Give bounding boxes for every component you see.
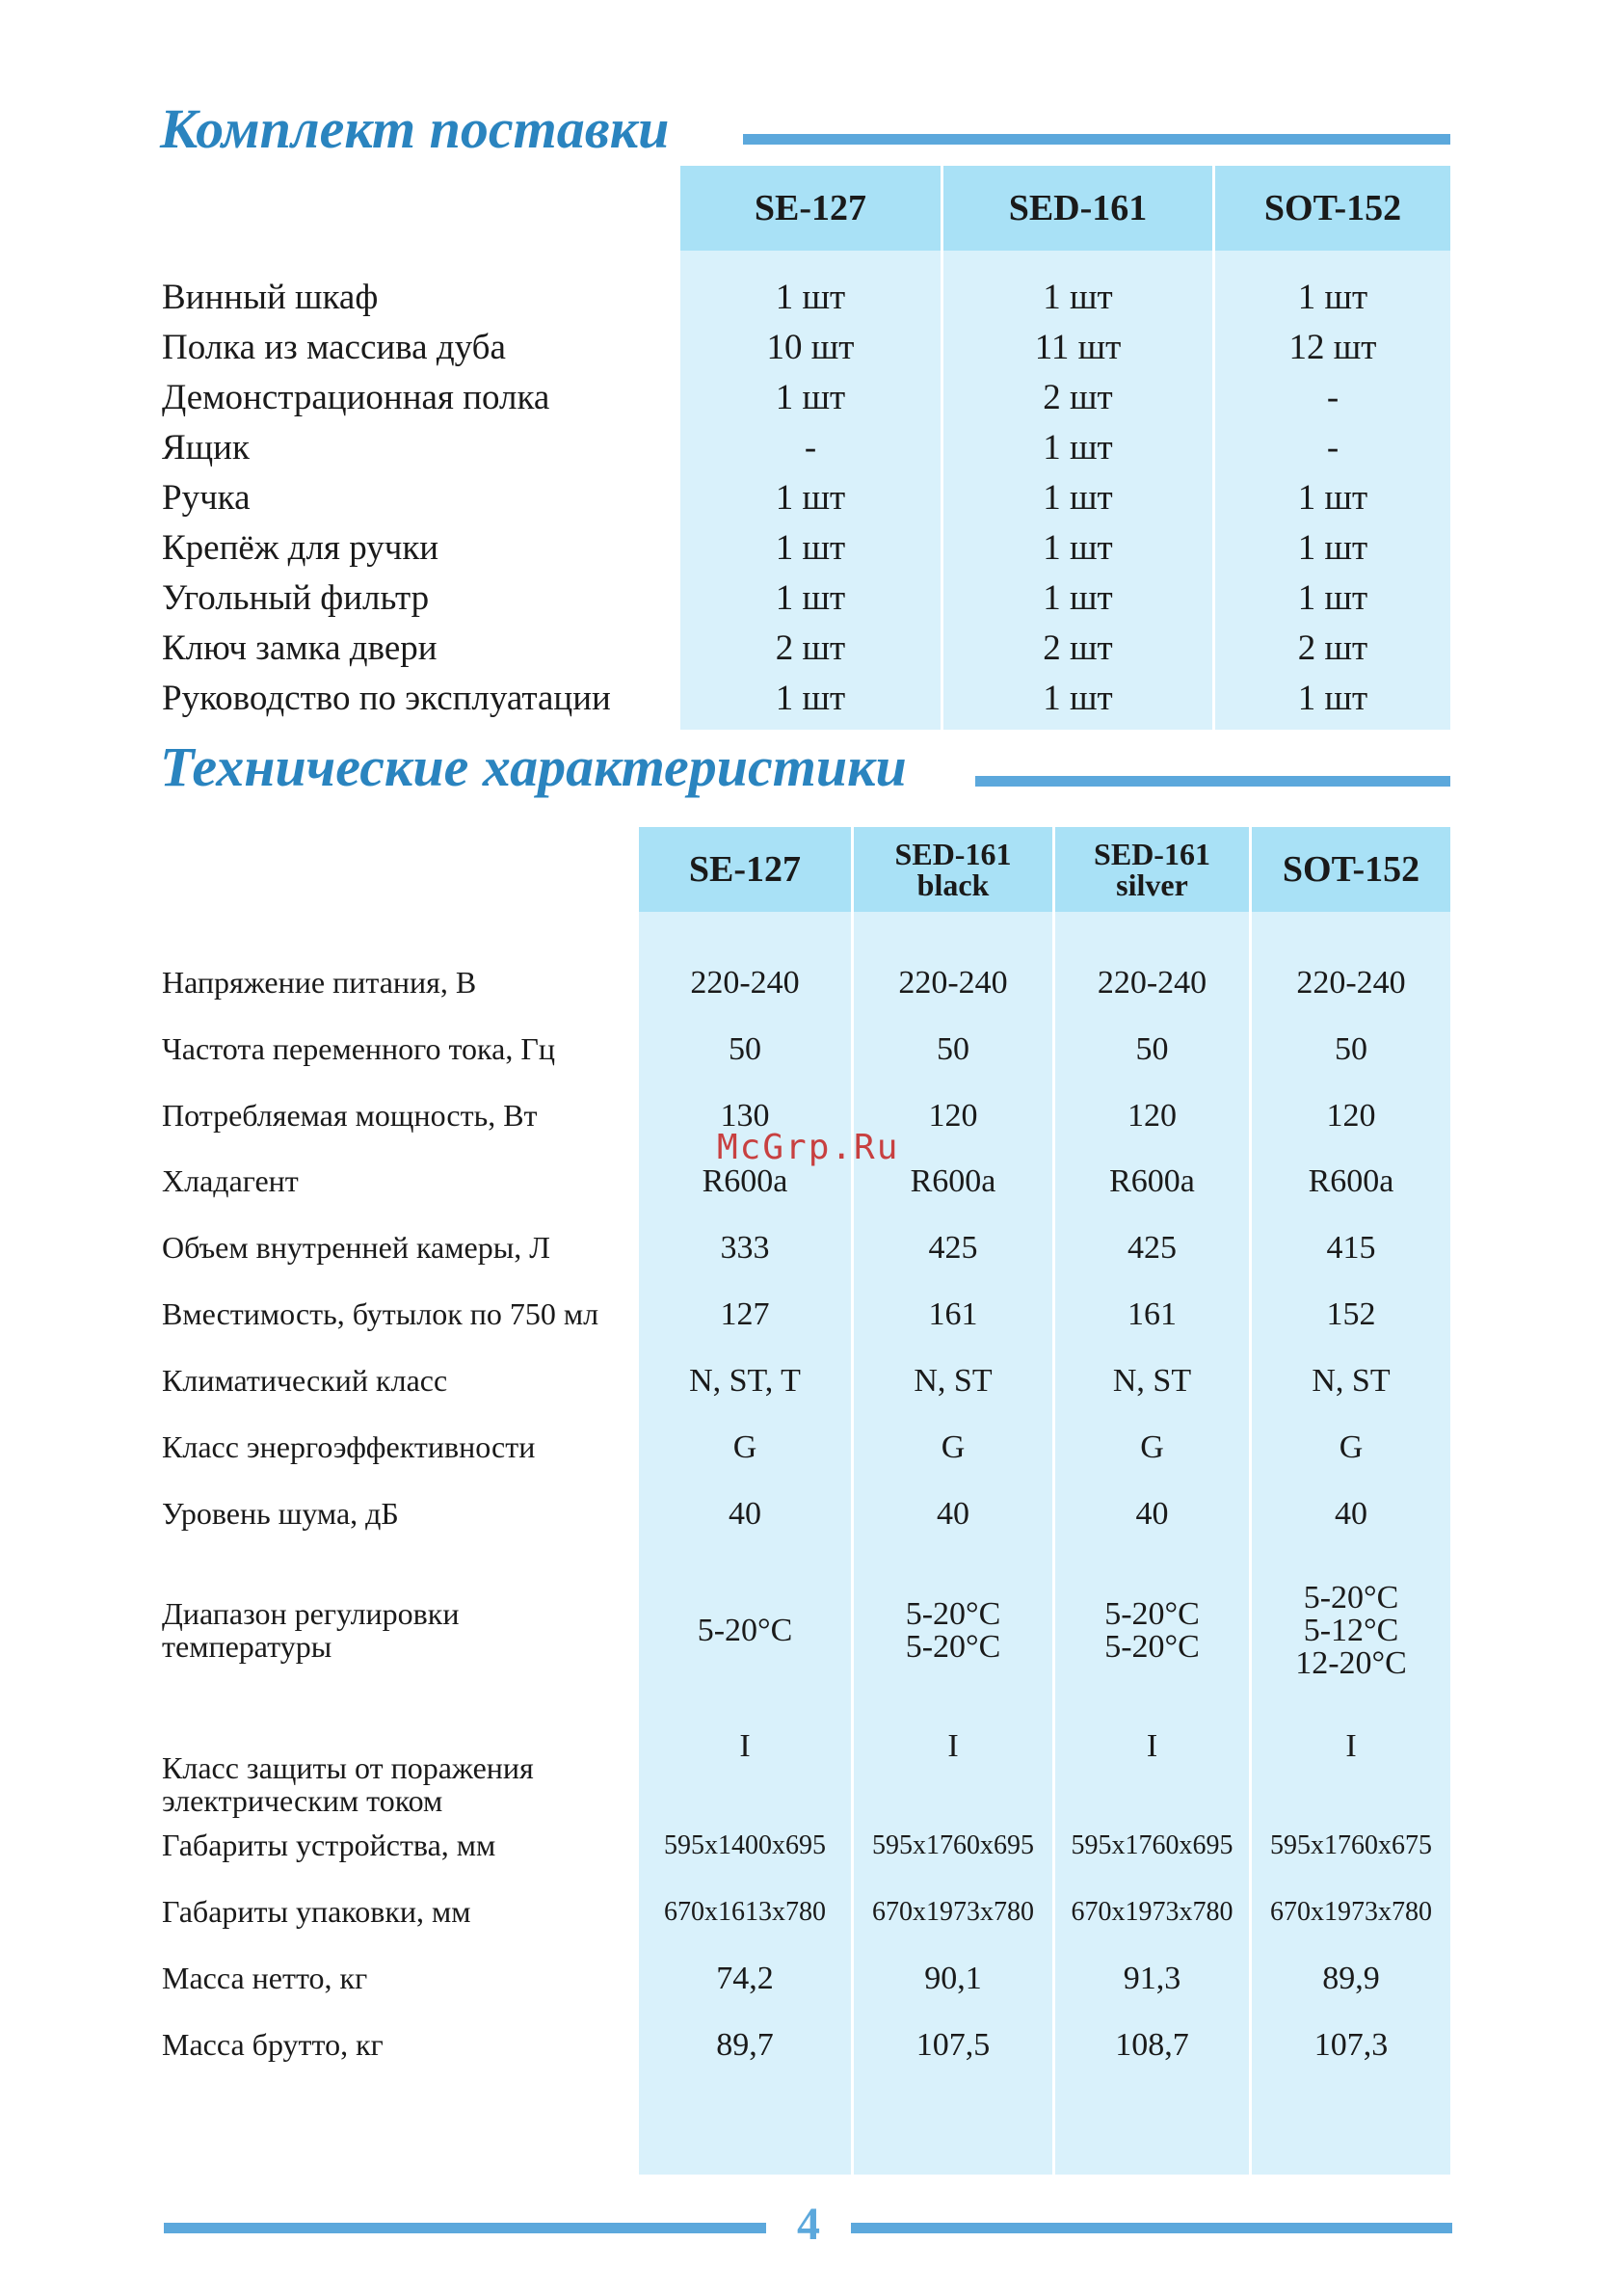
specs-cell: 89,9 bbox=[1322, 1961, 1380, 1996]
specs-cell: 50 bbox=[729, 1031, 761, 1067]
kit-row-label: Ручка bbox=[162, 477, 251, 518]
kit-cell: 1 шт bbox=[775, 527, 846, 568]
specs-column-header bbox=[639, 827, 851, 912]
specs-cell: 5-20°C 5-20°C bbox=[905, 1596, 1001, 1665]
kit-row-label: Руководство по эксплуатации bbox=[162, 678, 611, 718]
specs-cell: 595x1400x695 bbox=[664, 1830, 826, 1860]
kit-row-label: Винный шкаф bbox=[162, 277, 379, 317]
specs-cell: 89,7 bbox=[716, 2027, 774, 2063]
specs-cell: 670x1973x780 bbox=[1270, 1897, 1432, 1927]
specs-cell: I bbox=[739, 1728, 751, 1764]
kit-cell: 1 шт bbox=[1043, 277, 1113, 317]
specs-cell: 120 bbox=[1326, 1098, 1376, 1134]
specs-cell: 220-240 bbox=[898, 965, 1008, 1001]
kit-cell: 1 шт bbox=[775, 678, 846, 718]
specs-cell: 108,7 bbox=[1115, 2027, 1189, 2063]
specs-cell: R600a bbox=[1308, 1163, 1394, 1199]
kit-cell: 12 шт bbox=[1288, 327, 1377, 367]
specs-cell: 50 bbox=[1335, 1031, 1367, 1067]
kit-row-label: Крепёж для ручки bbox=[162, 527, 439, 568]
kit-cell: 2 шт bbox=[775, 627, 846, 668]
kit-cell: 11 шт bbox=[1034, 327, 1122, 367]
specs-row-label: Габариты упаковки, мм bbox=[162, 1894, 471, 1930]
footer-rule-left bbox=[164, 2223, 766, 2233]
specs-cell: 425 bbox=[1127, 1230, 1177, 1266]
specs-cell: N, ST, T bbox=[689, 1363, 801, 1399]
specs-cell: 107,5 bbox=[915, 2027, 991, 2063]
specs-cell: 333 bbox=[720, 1230, 770, 1266]
specs-row-label: Напряжение питания, В bbox=[162, 965, 477, 1001]
kit-cell: 1 шт bbox=[1043, 527, 1113, 568]
specs-cell: 670x1973x780 bbox=[1071, 1897, 1233, 1927]
kit-cell: 1 шт bbox=[775, 477, 846, 518]
specs-cell: 161 bbox=[928, 1296, 978, 1332]
specs-row-label: Потребляемая мощность, Вт bbox=[162, 1098, 538, 1134]
specs-cell: N, ST bbox=[1312, 1363, 1391, 1399]
footer-rule-right bbox=[851, 2223, 1452, 2233]
specs-cell: 220-240 bbox=[690, 965, 800, 1001]
kit-row-label: Ключ замка двери bbox=[162, 627, 438, 668]
kit-cell: 1 шт bbox=[775, 277, 846, 317]
kit-cell: 1 шт bbox=[1297, 277, 1368, 317]
specs-cell: N, ST bbox=[914, 1363, 993, 1399]
kit-cell: 1 шт bbox=[1043, 477, 1113, 518]
specs-row-label: Класс защиты от поражения электрическим током bbox=[162, 1750, 534, 1818]
kit-title-rule bbox=[743, 134, 1450, 145]
specs-cell: 130 bbox=[720, 1098, 770, 1134]
kit-cell: 1 шт bbox=[1297, 577, 1368, 618]
specs-cell: 152 bbox=[1326, 1296, 1376, 1332]
kit-cell: 1 шт bbox=[1297, 477, 1368, 518]
kit-cell: 2 шт bbox=[1043, 627, 1113, 668]
specs-cell: G bbox=[1339, 1429, 1364, 1465]
specs-cell: 40 bbox=[1135, 1496, 1169, 1532]
kit-cell: 1 шт bbox=[1043, 427, 1113, 467]
specs-column-header bbox=[854, 827, 1052, 912]
specs-row-label: Вместимость, бутылок по 750 мл bbox=[162, 1296, 599, 1332]
specs-column-header bbox=[1252, 827, 1450, 912]
specs-header-model: SOT-152 bbox=[1282, 849, 1420, 890]
specs-cell: 120 bbox=[928, 1098, 978, 1134]
kit-row-label: Демонстрационная полка bbox=[162, 377, 550, 417]
specs-cell: 5-20°C 5-12°C 12-20°C bbox=[1295, 1580, 1407, 1681]
specs-cell: 90,1 bbox=[924, 1961, 982, 1996]
specs-row-label: Климатический класс bbox=[162, 1363, 448, 1399]
kit-cell: 1 шт bbox=[1297, 678, 1368, 718]
specs-row-label: Масса брутто, кг bbox=[162, 2027, 384, 2063]
specs-title: Технические характеристики bbox=[160, 735, 907, 798]
specs-cell: 74,2 bbox=[716, 1961, 774, 1996]
specs-row-label: Объем внутренней камеры, Л bbox=[162, 1230, 550, 1266]
kit-cell: - bbox=[1326, 377, 1339, 417]
specs-cell: 5-20°C 5-20°C bbox=[1104, 1596, 1200, 1665]
specs-cell: 415 bbox=[1326, 1230, 1376, 1266]
kit-row-label: Ящик bbox=[162, 427, 250, 467]
specs-cell: 595x1760x695 bbox=[872, 1830, 1034, 1860]
kit-cell: - bbox=[804, 427, 817, 467]
specs-row-label: Габариты устройства, мм bbox=[162, 1828, 496, 1863]
specs-row-label: Масса нетто, кг bbox=[162, 1961, 368, 1996]
specs-cell: 425 bbox=[928, 1230, 978, 1266]
specs-cell: R600a bbox=[1109, 1163, 1195, 1199]
specs-title-rule bbox=[975, 776, 1450, 787]
specs-column-header bbox=[1055, 827, 1249, 912]
specs-cell: N, ST bbox=[1112, 1363, 1192, 1399]
specs-cell: 127 bbox=[720, 1296, 770, 1332]
kit-cell: 1 шт bbox=[1043, 678, 1113, 718]
specs-header-model: SE-127 bbox=[688, 849, 802, 890]
specs-cell: 161 bbox=[1127, 1296, 1177, 1332]
specs-cell: 40 bbox=[1335, 1496, 1367, 1532]
specs-row-label: Уровень шума, дБ bbox=[162, 1496, 399, 1532]
specs-row-label: Диапазон регулировки температуры bbox=[162, 1596, 460, 1664]
specs-cell: 5-20°C bbox=[697, 1613, 793, 1648]
specs-cell: 50 bbox=[937, 1031, 969, 1067]
watermark: McGrp.Ru bbox=[717, 1128, 900, 1167]
specs-header-model: SED-161 bbox=[894, 837, 1012, 871]
specs-cell: 670x1973x780 bbox=[872, 1897, 1034, 1927]
specs-header-variant: silver bbox=[1116, 868, 1188, 902]
specs-cell: I bbox=[947, 1728, 959, 1764]
specs-cell: 120 bbox=[1127, 1098, 1177, 1134]
kit-title: Комплект поставки bbox=[160, 97, 670, 160]
specs-cell: 220-240 bbox=[1097, 965, 1207, 1001]
specs-cell: 50 bbox=[1135, 1031, 1169, 1067]
specs-cell: I bbox=[1345, 1728, 1357, 1764]
specs-cell: G bbox=[732, 1429, 757, 1465]
specs-cell: 40 bbox=[729, 1496, 761, 1532]
specs-cell: R600a bbox=[910, 1163, 996, 1199]
specs-cell: 595x1760x675 bbox=[1270, 1830, 1432, 1860]
specs-row-label: Хладагент bbox=[162, 1163, 299, 1199]
kit-column-header: SOT-152 bbox=[1263, 188, 1402, 228]
kit-cell: 2 шт bbox=[1297, 627, 1368, 668]
kit-row-label: Угольный фильтр bbox=[162, 577, 430, 618]
specs-cell: I bbox=[1146, 1728, 1158, 1764]
specs-row-label: Частота переменного тока, Гц bbox=[162, 1031, 555, 1067]
specs-header-model: SED-161 bbox=[1094, 837, 1210, 871]
kit-cell: 10 шт bbox=[766, 327, 855, 367]
specs-cell: G bbox=[941, 1429, 966, 1465]
page-number: 4 bbox=[797, 2199, 820, 2250]
kit-cell: 1 шт bbox=[775, 377, 846, 417]
kit-column-header: SE-127 bbox=[754, 188, 867, 228]
specs-cell: R600a bbox=[702, 1163, 788, 1199]
specs-row-label: Класс энергоэффективности bbox=[162, 1429, 536, 1465]
kit-column-header: SED-161 bbox=[1008, 188, 1148, 228]
specs-cell: 40 bbox=[937, 1496, 969, 1532]
kit-cell: 1 шт bbox=[775, 577, 846, 618]
specs-cell: 670x1613x780 bbox=[664, 1897, 826, 1927]
kit-row-label: Полка из массива дуба bbox=[162, 327, 506, 367]
specs-header-variant: black bbox=[916, 868, 990, 902]
kit-cell: - bbox=[1326, 427, 1339, 467]
specs-cell: 107,3 bbox=[1313, 2027, 1389, 2063]
kit-cell: 1 шт bbox=[1043, 577, 1113, 618]
kit-cell: 1 шт bbox=[1297, 527, 1368, 568]
kit-cell: 2 шт bbox=[1043, 377, 1113, 417]
specs-cell: 91,3 bbox=[1123, 1961, 1181, 1996]
specs-cell: 595x1760x695 bbox=[1071, 1830, 1233, 1860]
specs-cell: G bbox=[1140, 1429, 1164, 1465]
specs-cell: 220-240 bbox=[1296, 965, 1406, 1001]
